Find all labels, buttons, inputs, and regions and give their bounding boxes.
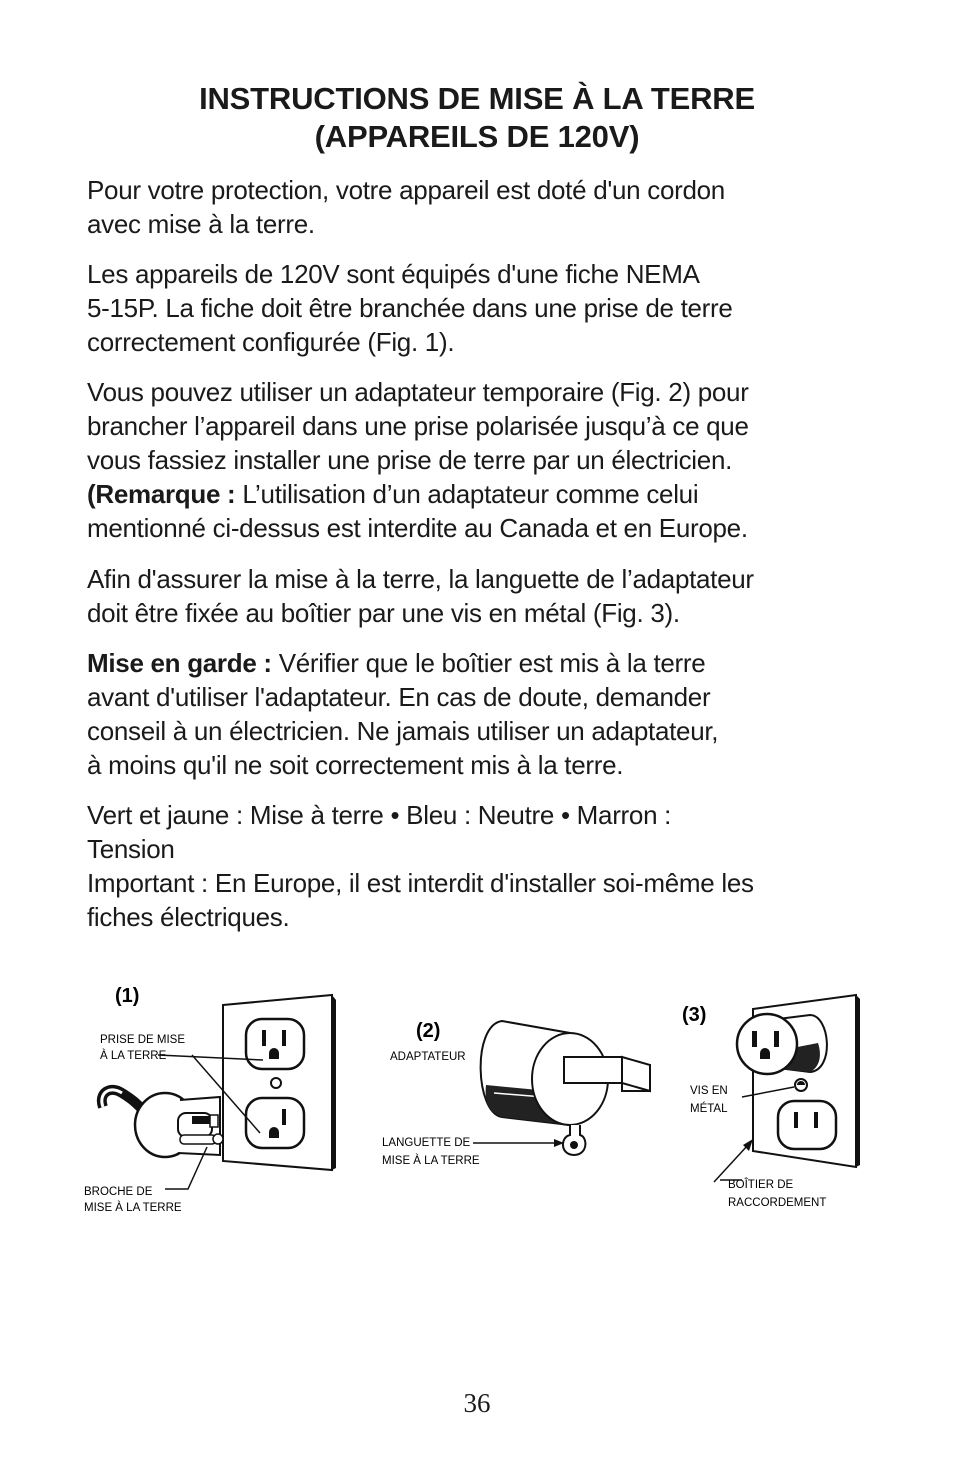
fig3-label-screw-line2: MÉTAL: [690, 1103, 728, 1115]
title-line-1: INSTRUCTIONS DE MISE À LA TERRE: [199, 81, 755, 116]
figures-illustration: [70, 975, 890, 1235]
fig3-label-box-line1: BOÎTIER DE: [728, 1179, 794, 1191]
fig2-adapter: [481, 1021, 650, 1155]
paragraph-warning: [87, 646, 877, 782]
page-title: [87, 80, 867, 156]
fig2-label-tab-line2: MISE À LA TERRE: [382, 1155, 480, 1167]
warning-text: Vérifier que le boîtier est mis à la terre avant d'utiliser l'adaptateur. En cas de doute, demander conseil à un électricien. Ne jamais utiliser un adaptateur, à moins qu'il ne soit correctement mis à la terre.: [87, 648, 719, 780]
fig1-label-pin-line2: MISE À LA TERRE: [84, 1202, 182, 1214]
adapter-text: Vous pouvez utiliser un adaptateur temporaire (Fig. 2) pour brancher l’appareil dans une prise polarisée jusqu’à ce que vous fassiez installer une prise de terre par un électricien.: [87, 377, 749, 475]
paragraph-protection: Pour votre protection, votre appareil est doté d'un cordon avec mise à la terre.: [87, 175, 725, 239]
fig2-label-tab-line1: LANGUETTE DE: [382, 1137, 471, 1149]
fig3-label-screw-line1: VIS EN: [690, 1085, 728, 1097]
page-number: 36: [463, 1388, 491, 1418]
note-label: (Remarque :: [87, 479, 236, 509]
paragraph-grounding-tab: Afin d'assurer la mise à la terre, la languette de l’adaptateur doit être fixée au boîtier par une vis en métal (Fig. 3).: [87, 564, 754, 628]
fig1-number: (1): [115, 985, 140, 1007]
fig1-label-outlet-line2: À LA TERRE: [100, 1050, 167, 1062]
fig1-label-outlet-line1: PRISE DE MISE: [100, 1034, 185, 1046]
warning-label: Mise en garde :: [87, 648, 272, 678]
figure-3: [682, 995, 860, 1209]
fig2-number: (2): [416, 1020, 441, 1042]
figure-2: [382, 1020, 650, 1167]
paragraph-nema-plug: Les appareils de 120V sont équipés d'une fiche NEMA 5-15P. La fiche doit être branchée dans une prise de terre correctement configurée (Fig. 1).: [87, 259, 733, 357]
paragraph-wire-colors: Vert et jaune : Mise à terre • Bleu : Neutre • Marron : Tension Important : En Europe, il est interdit d'installer soi-même les fiches électriques.: [87, 800, 754, 932]
fig1-wall-plate: [223, 995, 336, 1170]
fig2-label-adapter: ADAPTATEUR: [390, 1051, 466, 1063]
note-text: L’utilisation d’un adaptateur comme celui mentionné ci-dessus est interdite au Canada et en Europe.: [87, 479, 748, 543]
figure-1: [84, 985, 336, 1214]
fig1-label-pin-line1: BROCHE DE: [84, 1186, 153, 1198]
fig3-label-box-line2: RACCORDEMENT: [728, 1197, 827, 1209]
fig1-plug: [102, 1090, 223, 1157]
fig3-number: (3): [682, 1004, 707, 1026]
paragraph-adapter: [87, 375, 877, 545]
fig3-wall-plate: [737, 995, 860, 1167]
title-line-2: (APPAREILS DE 120V): [314, 119, 640, 154]
